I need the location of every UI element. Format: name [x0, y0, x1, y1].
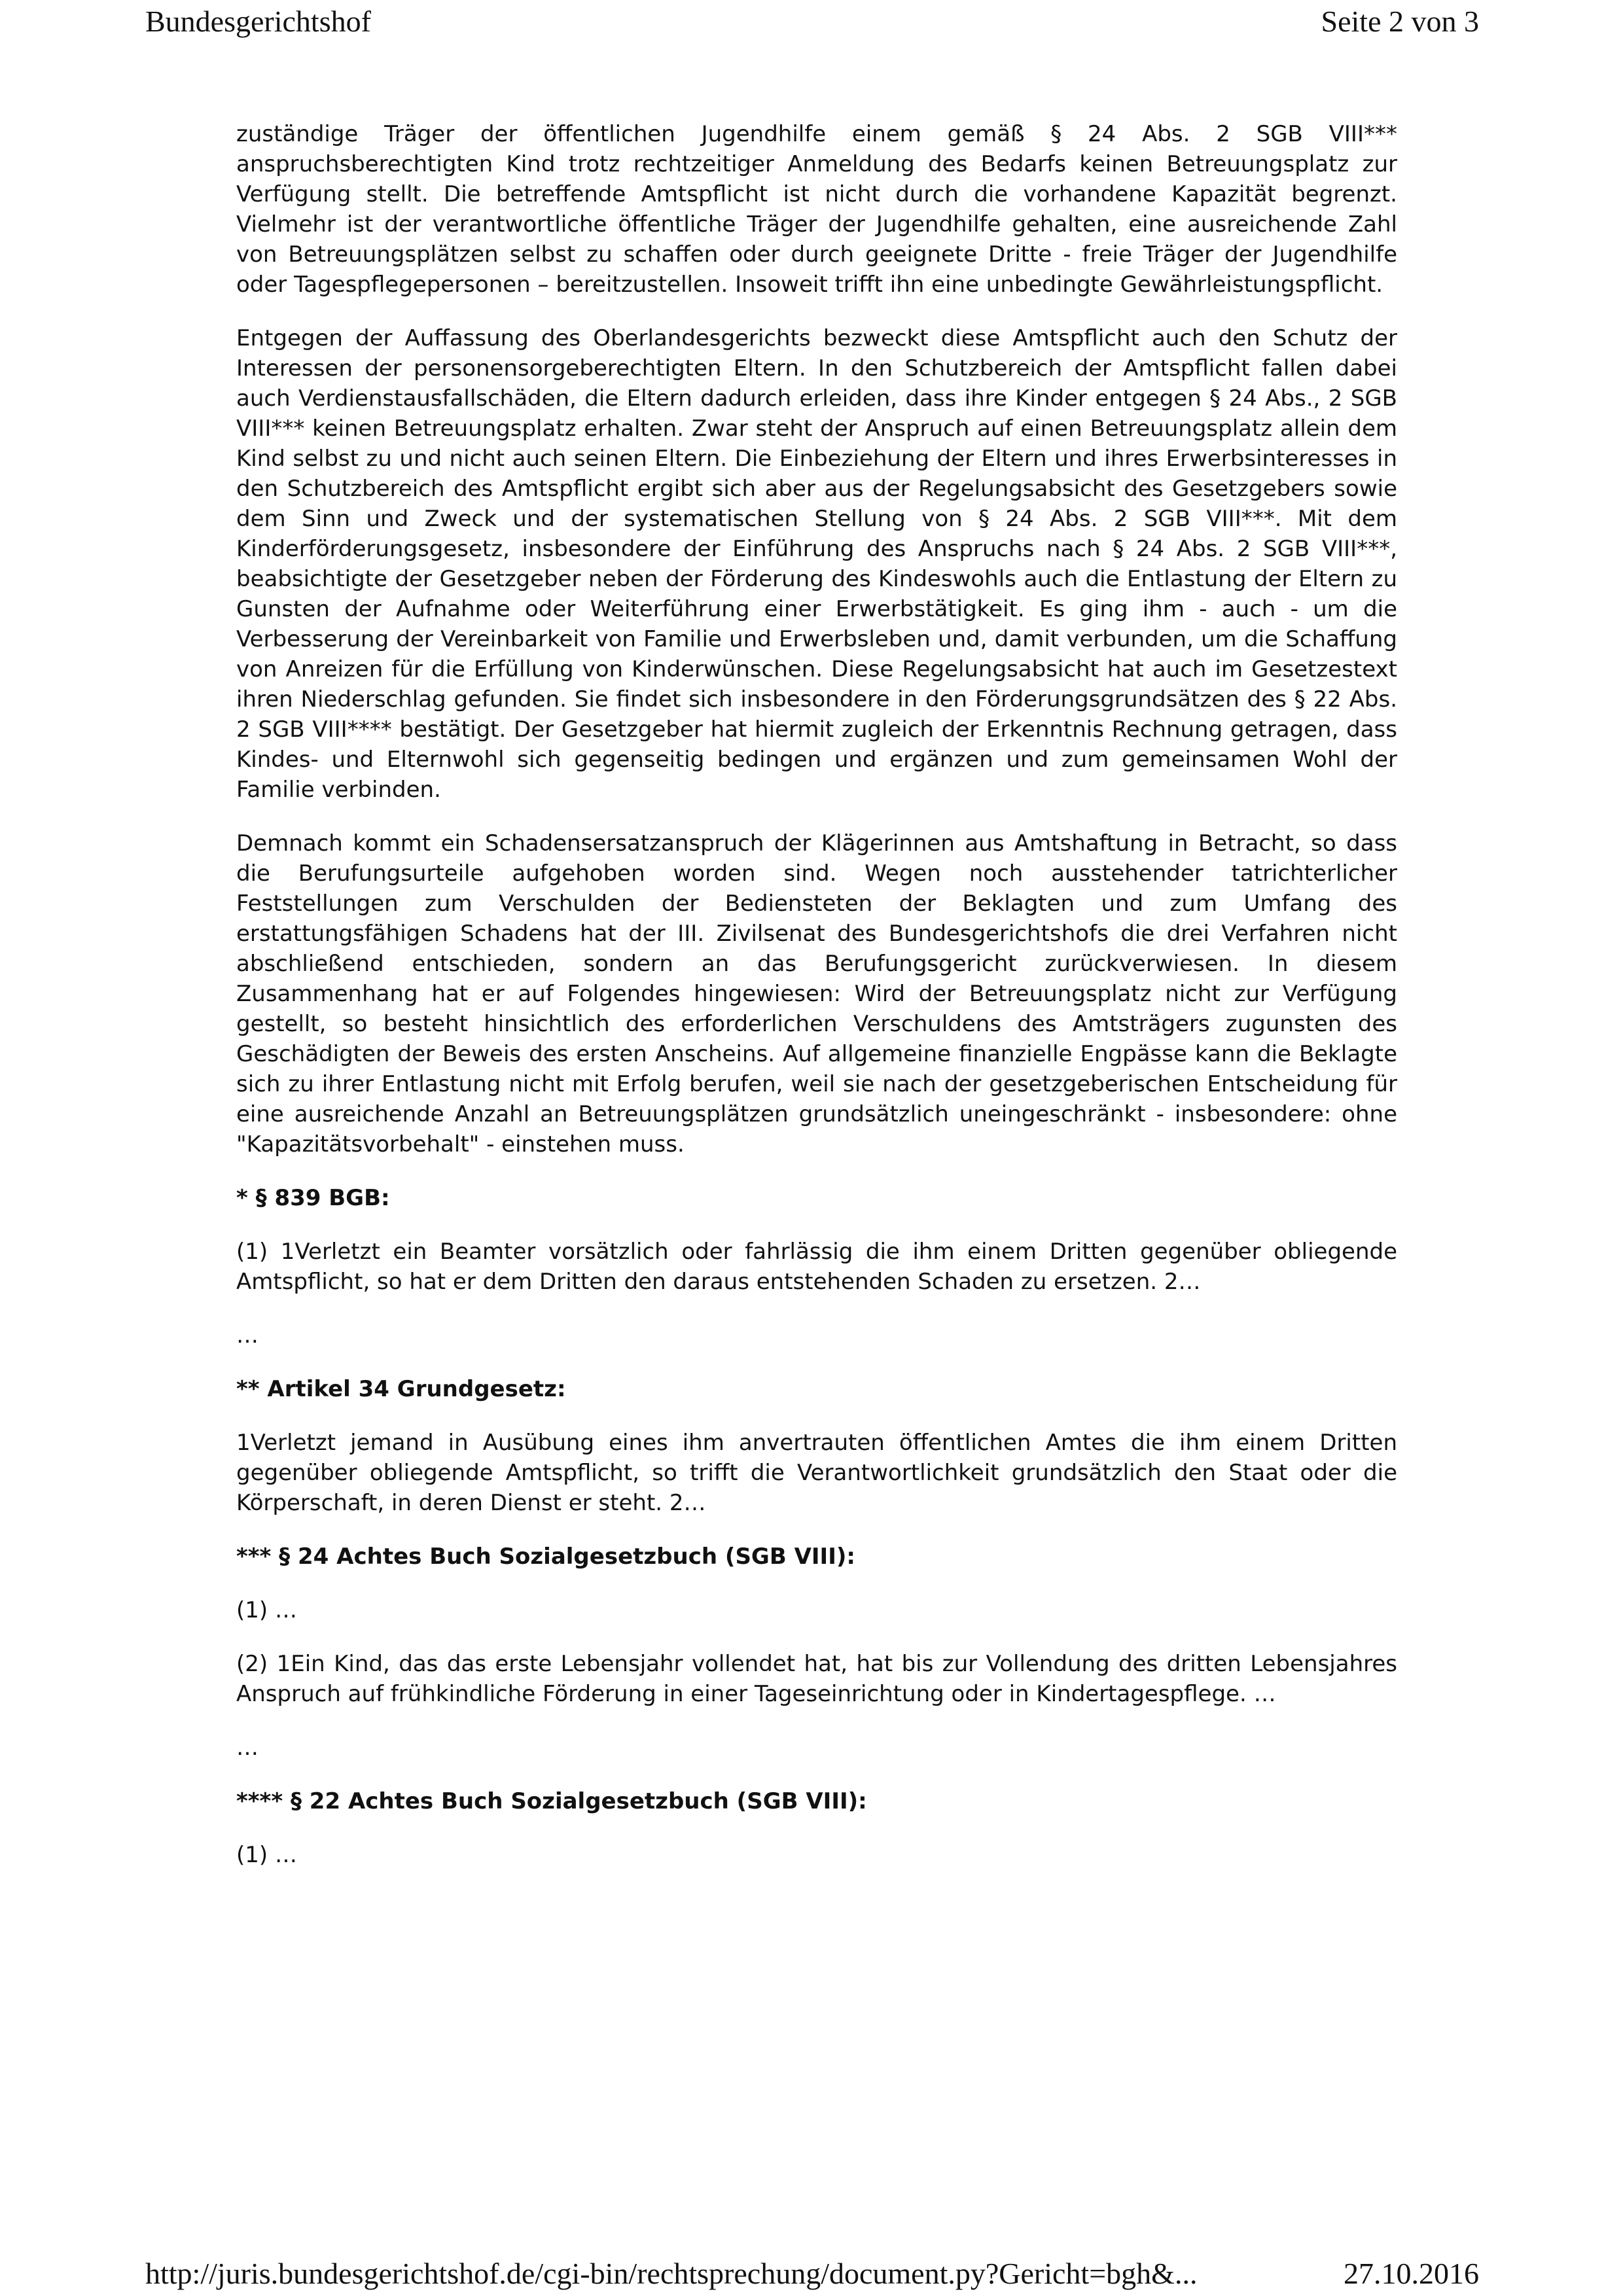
paragraph: (1) 1Verletzt ein Beamter vorsätzlich oder fahrlässig die ihm einem Dritten gegenüber obliegende Amtspflicht, so hat er dem Dritten den daraus entstehenden Schaden zu ersetzen. 2… — [236, 1239, 1397, 1295]
footer-date: 27.10.2016 — [1344, 2257, 1479, 2290]
footnote-heading-24-sgb-viii: *** § 24 Achtes Buch Sozialgesetzbuch (SGB VIII): — [236, 1544, 855, 1570]
paragraph: Entgegen der Auffassung des Oberlandesgerichts bezweckt diese Amtspflicht auch den Schutz der Interessen der personensorgeberechtigten Eltern. In den Schutzbereich der Amtspflicht fallen dabei auch Verdienstausfallschäden, die Eltern dadurch erleiden, dass ihre Kinder entgegen § 24 Abs., 2 SGB VIII*** keinen Betreuungsplatz erhalten. Zwar steht der Anspruch auf einen Betreuungsplatz allein dem Kind selbst zu und nicht auch seinen Eltern. Die Einbeziehung der Eltern und ihres Erwerbsinteresses in den Schutzbereich des Amtspflicht ergibt sich aber aus der Regelungsabsicht des Gesetzgebers sowie dem Sinn und Zweck und der systematischen Stellung von § 24 Abs. 2 SGB VIII***. Mit dem Kinderförderungsgesetz, insbesondere der Einführung des Anspruchs nach § 24 Abs. 2 SGB VIII***, beabsichtigte der Gesetzgeber neben der Förderung des Kindeswohls auch die Entlastung der Eltern zu Gunsten der Aufnahme oder Weiterführung einer Erwerbstätigkeit. Es ging ihm - auch - um die Verbesserung der Vereinbarkeit von Familie und Erwerbsleben und, damit verbunden, um die Schaffung von Anreizen für die Erfüllung von Kinderwünschen. Diese Regelungsabsicht hat auch im Gesetzestext ihren Niederschlag gefunden. Sie findet sich insbesondere in den Förderungsgrundsätzen des § 22 Abs. 2 SGB VIII**** bestätigt. Der Gesetzgeber hat hiermit zugleich der Erkenntnis Rechnung getragen, dass Kindes- und Elternwohl sich gegenseitig bedingen und ergänzen und zum gemeinsamen Wohl der Familie verbinden. — [236, 325, 1397, 803]
paragraph: Demnach kommt ein Schadensersatzanspruch der Klägerinnen aus Amtshaftung in Betracht, so dass die Berufungsurteile aufgehoben worden sind. Wegen noch ausstehender tatrichterlicher Feststellungen zum Verschulden der Bediensteten der Beklagten und zum Umfang des erstattungsfähigen Schadens hat der III. Zivilsenat des Bundesgerichtshofs die drei Verfahren nicht abschließend entschieden, sondern an das Berufungsgericht zurückverwiesen. In diesem Zusammenhang hat er auf Folgendes hingewiesen: Wird der Betreuungsplatz nicht zur Verfügung gestellt, so besteht hinsichtlich des erforderlichen Verschuldens des Amtsträgers zugunsten des Geschädigten der Beweis des ersten Anscheins. Auf allgemeine finanzielle Engpässe kann die Beklagte sich zu ihrer Entlastung nicht mit Erfolg berufen, weil sie nach der gesetzgeberischen Entscheidung für eine ausreichende Anzahl an Betreuungsplätzen grundsätzlich uneingeschränkt - insbesondere: ohne "Kapazitätsvorbehalt" - einstehen muss. — [236, 830, 1397, 1157]
paragraph: (2) 1Ein Kind, das das erste Lebensjahr vollendet hat, hat bis zur Vollendung des dritten Lebensjahres Anspruch auf frühkindliche Förderung in einer Tageseinrichtung oder in Kindertagespflege. … — [236, 1651, 1397, 1707]
header-page-indicator: Seite 2 von 3 — [1321, 5, 1479, 38]
footnote-heading-art-34-gg: ** Artikel 34 Grundgesetz: — [236, 1376, 566, 1402]
paragraph: (1) … — [236, 1597, 297, 1623]
header-source: Bundesgerichtshof — [145, 5, 371, 38]
paragraph: (1) … — [236, 1842, 297, 1868]
paragraph: 1Verletzt jemand in Ausübung eines ihm anvertrauten öffentlichen Amtes die ihm einem Dritten gegenüber obliegende Amtspflicht, so trifft die Verantwortlichkeit grundsätzlich den Staat oder die Körperschaft, in deren Dienst er steht. 2… — [236, 1430, 1397, 1516]
ellipsis-line: … — [236, 1322, 259, 1349]
paragraph: zuständige Träger der öffentlichen Jugendhilfe einem gemäß § 24 Abs. 2 SGB VIII*** anspruchsberechtigten Kind trotz rechtzeitiger Anmeldung des Bedarfs keinen Betreuungsplatz zur Verfügung stellt. Die betreffende Amtspflicht ist nicht durch die vorhandene Kapazität begrenzt. Vielmehr ist der verantwortliche öffentliche Träger der Jugendhilfe gehalten, eine ausreichende Zahl von Betreuungsplätzen selbst zu schaffen oder durch geeignete Dritte - freie Träger der Jugendhilfe oder Tagespflegepersonen – bereitzustellen. Insoweit trifft ihn eine unbedingte Gewährleistungspflicht. — [236, 121, 1397, 298]
print-footer — [0, 2251, 1623, 2296]
document-body — [236, 119, 1397, 1894]
footnote-heading-22-sgb-viii: **** § 22 Achtes Buch Sozialgesetzbuch (SGB VIII): — [236, 1788, 867, 1814]
print-header — [0, 0, 1623, 46]
footer-url: http://juris.bundesgerichtshof.de/cgi-bin/rechtsprechung/document.py?Gericht=bgh&... — [145, 2257, 1198, 2290]
ellipsis-line: … — [236, 1735, 259, 1761]
footnote-heading-839-bgb: * § 839 BGB: — [236, 1185, 390, 1211]
